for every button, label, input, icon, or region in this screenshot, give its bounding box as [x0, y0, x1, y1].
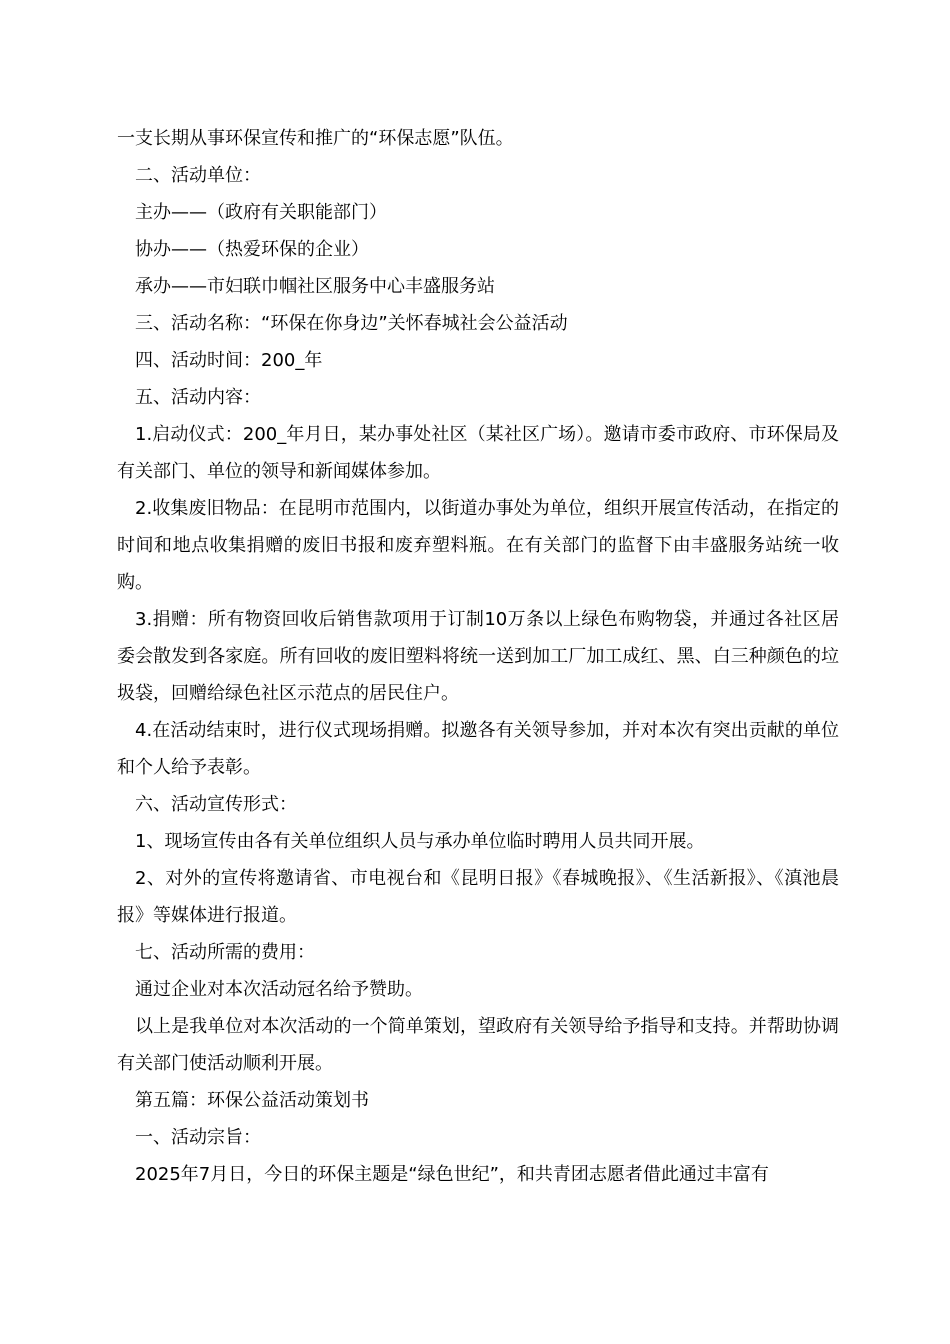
- paragraph: 1.启动仪式：200_年月日，某办事处社区（某社区广场）。邀请市委市政府、市环保局及有关部门、单位的领导和新闻媒体参加。: [117, 424, 839, 482]
- section-heading: 六、活动宣传形式：: [135, 794, 297, 815]
- document-body: [117, 120, 839, 1193]
- paragraph: 1、现场宣传由各有关单位组织人员与承办单位临时聘用人员共同开展。: [135, 831, 705, 852]
- section-heading: 七、活动所需的费用：: [135, 942, 315, 963]
- paragraph: 2.收集废旧物品：在昆明市范围内，以街道办事处为单位，组织开展宣传活动，在指定的时间和地点收集捐赠的废旧书报和废弃塑料瓶。在有关部门的监督下由丰盛服务站统一收购。: [117, 498, 839, 593]
- section-heading: 一、活动宗旨：: [135, 1127, 261, 1148]
- chapter-title: 第五篇：环保公益活动策划书: [135, 1090, 369, 1111]
- paragraph: 承办——市妇联巾帼社区服务中心丰盛服务站: [135, 276, 495, 297]
- paragraph: 2、对外的宣传将邀请省、市电视台和《昆明日报》《春城晚报》、《生活新报》、《滇池晨报》等媒体进行报道。: [117, 868, 839, 926]
- section-heading: 五、活动内容：: [135, 387, 261, 408]
- paragraph: 协办——（热爱环保的企业）: [135, 239, 369, 260]
- paragraph: 2025年7月日，今日的环保主题是“绿色世纪”，和共青团志愿者借此通过丰富有: [135, 1164, 769, 1185]
- section-heading: 四、活动时间：200_年: [135, 350, 323, 371]
- paragraph: 以上是我单位对本次活动的一个简单策划，望政府有关领导给予指导和支持。并帮助协调有关部门使活动顺利开展。: [117, 1016, 839, 1074]
- paragraph: 4.在活动结束时，进行仪式现场捐赠。拟邀各有关领导参加，并对本次有突出贡献的单位和个人给予表彰。: [117, 720, 839, 778]
- paragraph: 通过企业对本次活动冠名给予赞助。: [135, 979, 423, 1000]
- paragraph: 3.捐赠：所有物资回收后销售款项用于订制10万条以上绿色布购物袋，并通过各社区居委会散发到各家庭。所有回收的废旧塑料将统一送到加工厂加工成红、黑、白三种颜色的垃圾袋，回赠给绿色社区示范点的居民住户。: [117, 609, 839, 704]
- section-heading: 三、活动名称：“环保在你身边”关怀春城社会公益活动: [135, 313, 568, 334]
- paragraph: 一支长期从事环保宣传和推广的“环保志愿”队伍。: [117, 128, 514, 149]
- section-heading: 二、活动单位：: [135, 165, 261, 186]
- paragraph: 主办——（政府有关职能部门）: [135, 202, 387, 223]
